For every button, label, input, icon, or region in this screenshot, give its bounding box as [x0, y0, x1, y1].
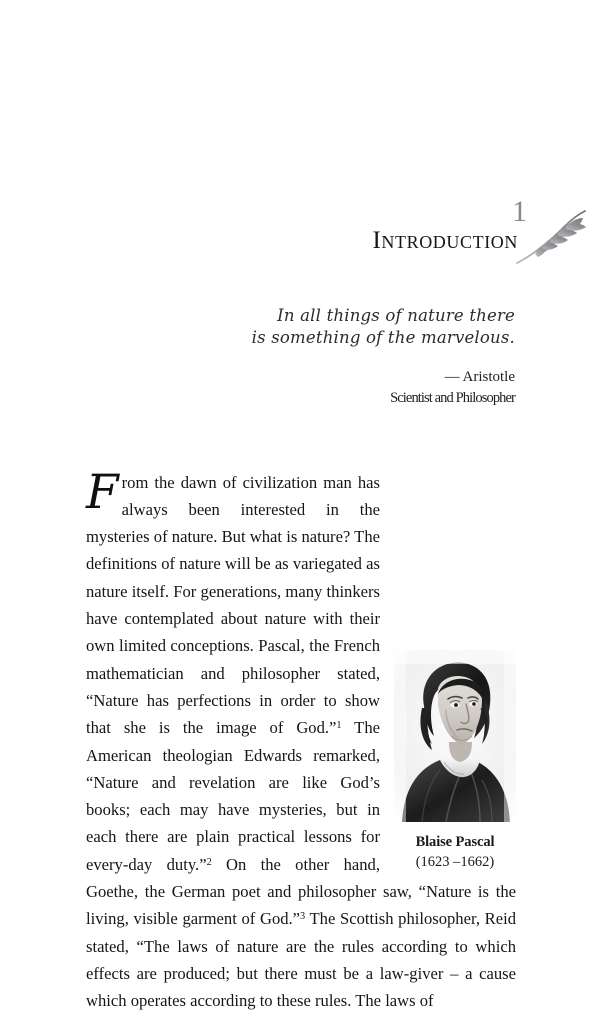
chapter-number: 1 — [512, 195, 527, 228]
epigraph-line-2: is something of the marvelous. — [251, 328, 515, 347]
footnote-marker-3: 3 — [300, 911, 306, 923]
chapter-header — [0, 196, 600, 274]
drop-cap: F — [86, 464, 119, 520]
figure-caption — [394, 833, 516, 872]
epigraph-role: Scientist and Philosopher — [390, 390, 515, 406]
footnote-marker-1: 1 — [336, 720, 342, 732]
epigraph-block — [120, 305, 515, 408]
footnote-marker-2: 2 — [206, 856, 212, 868]
wheat-sprig-icon — [515, 208, 593, 266]
page-title: Introduction — [372, 227, 518, 254]
figure-name: Blaise Pascal — [415, 834, 495, 850]
figure-dates: (1623 –1662) — [415, 854, 495, 870]
body-segment-1: rom the dawn of civilization man has always been interested in the mysteries of nature. But what is nature? The definitions of nature will be as variegated as nature itself. For generations, many thinkers have contemplated about nature with their own limited conceptions. Pascal, the French mathematician and philosopher stated, “Nature has perfections in order to show that she is the image of God.” — [86, 472, 380, 738]
body-segment-4: The Scottish philosopher, Reid stated, “The laws of nature are the rules according to which effects are produced; but there must be a law-giver – a cause which operates according to these rules. The laws of — [86, 909, 516, 1011]
blaise-pascal-portrait — [394, 650, 516, 822]
epigraph-attribution: — Aristotle — [444, 369, 515, 385]
body-block — [86, 452, 516, 1016]
epigraph-line-1: In all things of nature there — [277, 306, 515, 325]
body-segment-3: On the other hand, Goethe, the German poet and philosopher saw, “Nature is the living, visible garment of God.” — [86, 854, 516, 929]
body-segment-2: The American theologian Edwards remarked, “Nature and revelation are like God’s books; each may have mysteries, but in each there are plain practical lessons for every-day duty.” — [86, 718, 380, 874]
figure-blaise-pascal — [394, 650, 516, 872]
